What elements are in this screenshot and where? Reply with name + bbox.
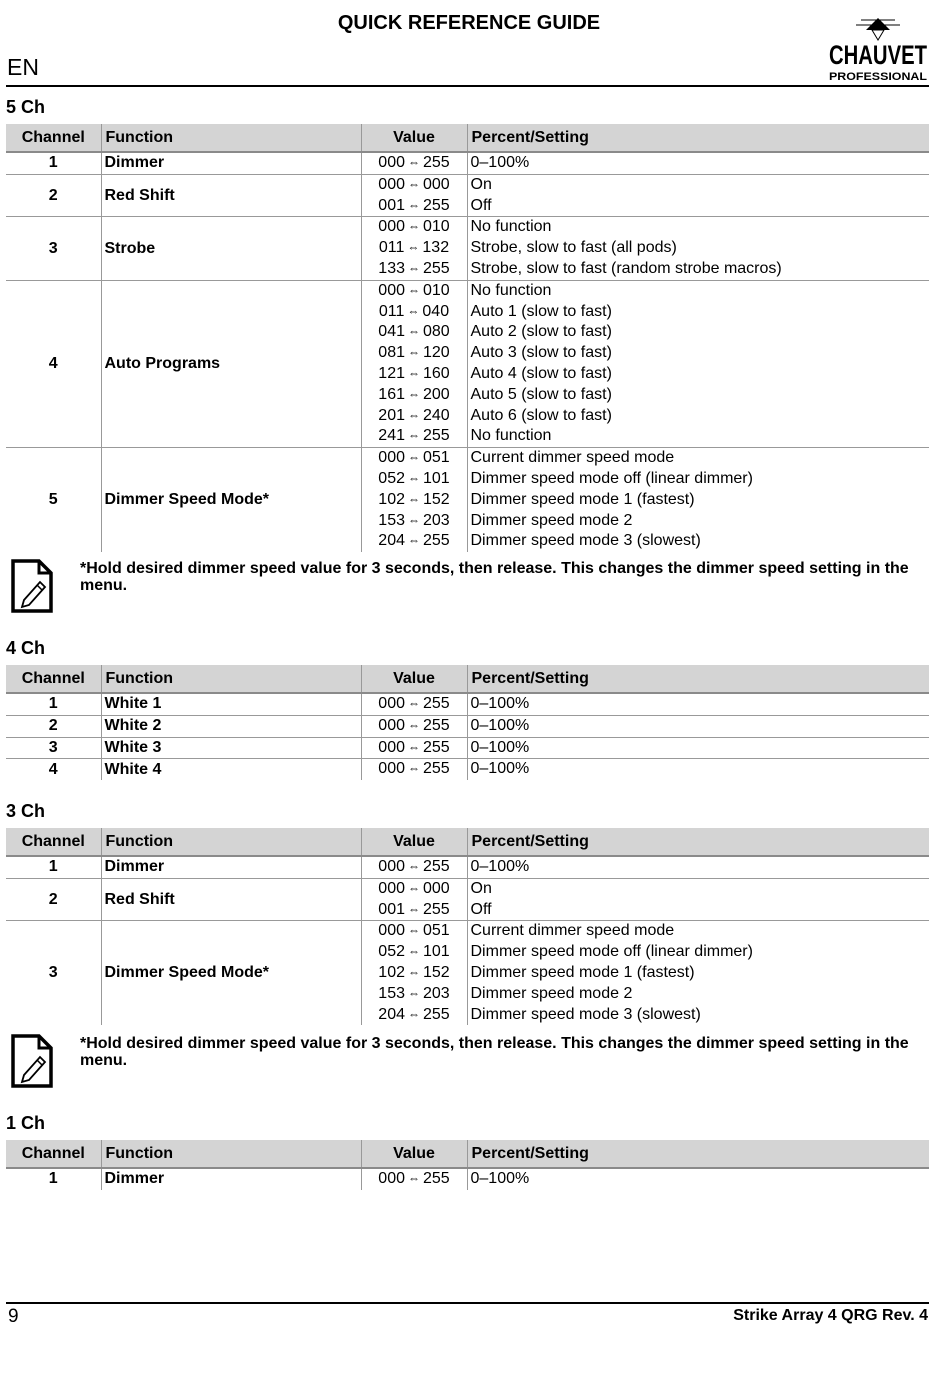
range-arrow-icon: ⇔ (408, 491, 420, 506)
table-row (6, 921, 929, 1025)
function-name: White 2 (101, 715, 361, 737)
value-range (362, 511, 467, 532)
value-range (362, 426, 467, 447)
value-range (362, 694, 467, 715)
range-arrow-icon: ⇔ (408, 512, 420, 527)
range-arrow-icon: ⇔ (408, 197, 420, 212)
range-arrow-icon: ⇔ (408, 901, 420, 916)
range-arrow-icon: ⇔ (408, 386, 420, 401)
value-range (362, 217, 467, 238)
value-range (362, 448, 467, 469)
function-name: White 1 (101, 693, 361, 715)
value-end: 255 (423, 154, 450, 171)
table-row (6, 693, 929, 715)
setting-description: Dimmer speed mode 1 (fastest) (470, 963, 695, 981)
dmx-table-3ch (6, 828, 929, 1025)
value-end: 240 (423, 406, 450, 424)
value-start: 000 (378, 154, 405, 171)
value-range (362, 385, 467, 406)
channel-number: 4 (6, 759, 101, 780)
value-end: 160 (423, 364, 450, 382)
value-end: 255 (423, 532, 450, 550)
range-arrow-icon: ⇔ (408, 324, 420, 339)
header-function: Function (101, 1140, 361, 1168)
setting-description: 0–100% (470, 760, 530, 778)
value-range (362, 364, 467, 385)
dmx-table-5ch (6, 124, 929, 552)
channel-number: 1 (48, 858, 58, 876)
setting-description: Auto 3 (slow to fast) (470, 344, 612, 362)
value-range (362, 322, 467, 343)
page-number: 9 (8, 1306, 19, 1327)
table-row (6, 759, 929, 780)
setting-description: On (470, 175, 492, 193)
value-start: 102 (378, 963, 405, 981)
range-arrow-icon: ⇔ (407, 240, 420, 255)
setting-description: Dimmer speed mode 2 (470, 511, 633, 529)
document-reference: Strike Array 4 QRG Rev. 4 (733, 1307, 928, 1324)
table-row (6, 715, 929, 737)
range-arrow-icon: ⇔ (408, 428, 420, 443)
table-row (6, 856, 929, 878)
value-start: 153 (378, 984, 405, 1002)
table-row (6, 878, 929, 921)
value-end: 255 (423, 900, 450, 918)
range-arrow-icon: ⇔ (408, 470, 420, 485)
value-end: 152 (423, 963, 450, 981)
value-end: 120 (423, 344, 450, 362)
setting-description: No function (470, 427, 552, 445)
table-row (6, 448, 929, 552)
value-range (362, 879, 467, 900)
value-start: 000 (378, 281, 405, 299)
section-title-5ch: 5 Ch (6, 97, 46, 117)
value-start: 000 (378, 922, 405, 940)
value-start: 000 (378, 175, 405, 193)
range-arrow-icon: ⇔ (408, 1171, 420, 1185)
range-arrow-icon: ⇔ (408, 345, 420, 360)
value-start: 000 (378, 858, 405, 875)
range-arrow-icon: ⇔ (408, 985, 420, 1000)
footer-rule (6, 1302, 929, 1304)
channel-number: 1 (48, 695, 58, 713)
value-range (362, 490, 467, 511)
value-range (362, 984, 467, 1005)
setting-description: Dimmer speed mode 3 (slowest) (470, 532, 701, 550)
value-range (362, 238, 467, 259)
channel-number: 4 (6, 280, 101, 447)
range-arrow-icon: ⇔ (408, 859, 420, 873)
value-start: 081 (378, 344, 405, 362)
function-name: Strobe (101, 217, 361, 280)
value-end: 255 (423, 1005, 450, 1023)
logo-sub: PROFESSIONAL (829, 71, 928, 83)
value-range (362, 857, 467, 878)
language-code: EN (7, 54, 39, 80)
value-start: 201 (378, 406, 405, 424)
value-range (362, 738, 467, 759)
value-end: 000 (423, 175, 450, 193)
function-name: Auto Programs (101, 280, 361, 447)
range-arrow-icon: ⇔ (408, 944, 420, 959)
function-name: Dimmer (101, 1168, 361, 1190)
header-function: Function (101, 665, 361, 693)
setting-description: 0–100% (470, 154, 530, 171)
range-arrow-icon: ⇔ (408, 923, 420, 938)
setting-description: 0–100% (470, 1170, 530, 1187)
value-start: 000 (378, 218, 405, 236)
setting-description: Current dimmer speed mode (470, 449, 675, 467)
setting-description: Auto 2 (slow to fast) (470, 323, 612, 341)
value-end: 200 (423, 385, 450, 403)
page-title: QUICK REFERENCE GUIDE (337, 12, 601, 34)
setting-description: Dimmer speed mode off (linear dimmer) (470, 469, 753, 487)
header-value: Value (361, 665, 467, 693)
range-arrow-icon: ⇔ (408, 282, 420, 297)
channel-number: 3 (6, 921, 101, 1025)
value-range (362, 900, 467, 921)
value-start: 052 (378, 943, 405, 961)
setting-description: 0–100% (470, 716, 530, 734)
range-arrow-icon: ⇔ (408, 533, 420, 548)
range-arrow-icon: ⇔ (408, 176, 420, 191)
note-text: *Hold desired dimmer speed value for 3 seconds, then release. This changes the dimmer speed setting in the menu. (80, 1035, 909, 1069)
header-channel: Channel (6, 665, 101, 693)
header-rule (6, 85, 929, 87)
range-arrow-icon: ⇔ (407, 303, 420, 318)
value-end: 080 (423, 323, 450, 341)
value-end: 255 (423, 1170, 450, 1187)
function-name: Red Shift (101, 878, 361, 921)
table-row (6, 217, 929, 280)
header-value: Value (361, 124, 467, 152)
range-arrow-icon: ⇔ (408, 717, 420, 732)
value-range (362, 1169, 467, 1190)
channel-number: 1 (48, 154, 58, 172)
setting-description: On (470, 879, 492, 897)
setting-description: Dimmer speed mode 2 (470, 984, 633, 1002)
setting-description: Dimmer speed mode off (linear dimmer) (470, 943, 753, 961)
value-start: 011 (378, 302, 405, 320)
setting-description: 0–100% (470, 738, 530, 756)
table-row (6, 737, 929, 759)
table-row (6, 280, 929, 447)
header-channel: Channel (6, 1140, 101, 1168)
value-range (362, 406, 467, 427)
function-name: Dimmer Speed Mode* (101, 921, 361, 1025)
channel-number: 1 (48, 1170, 58, 1188)
value-start: 000 (378, 1170, 405, 1187)
value-start: 000 (378, 760, 405, 778)
function-name: Red Shift (101, 174, 361, 217)
range-arrow-icon: ⇔ (408, 155, 420, 169)
range-arrow-icon: ⇔ (408, 219, 420, 234)
header-setting: Percent/Setting (467, 1140, 929, 1168)
range-arrow-icon: ⇔ (408, 365, 420, 380)
value-range (362, 196, 467, 217)
value-range (362, 1005, 467, 1026)
setting-description: No function (470, 218, 552, 236)
value-start: 102 (378, 490, 405, 508)
section-title-4ch: 4 Ch (6, 638, 46, 658)
header-function: Function (101, 124, 361, 152)
range-arrow-icon: ⇔ (408, 880, 420, 895)
range-arrow-icon: ⇔ (408, 964, 420, 979)
setting-description: Auto 4 (slow to fast) (470, 364, 612, 382)
value-range (362, 259, 467, 280)
dmx-table-1ch (6, 1140, 929, 1190)
value-start: 204 (378, 532, 405, 550)
value-start: 001 (378, 196, 405, 214)
setting-description: Auto 5 (slow to fast) (470, 385, 612, 403)
setting-description: Auto 6 (slow to fast) (470, 406, 612, 424)
value-start: 204 (378, 1005, 405, 1023)
value-range (362, 469, 467, 490)
logo-brand: CHAUVET (829, 40, 928, 70)
chauvet-logo (826, 14, 930, 84)
section-title-3ch: 3 Ch (6, 801, 46, 821)
range-arrow-icon: ⇔ (408, 696, 420, 710)
value-end: 152 (423, 490, 450, 508)
value-range (362, 281, 467, 302)
value-start: 241 (378, 427, 405, 445)
value-end: 010 (423, 218, 450, 236)
header-value: Value (361, 828, 467, 856)
note-pencil-icon (10, 558, 54, 614)
table-row (6, 152, 929, 174)
value-range (362, 153, 467, 174)
function-name: Dimmer (101, 856, 361, 878)
value-end: 255 (423, 716, 450, 734)
value-start: 000 (378, 879, 405, 897)
header-channel: Channel (6, 124, 101, 152)
range-arrow-icon: ⇔ (408, 1006, 420, 1021)
setting-description: 0–100% (470, 695, 530, 712)
table-row (6, 1168, 929, 1190)
value-start: 000 (378, 716, 405, 734)
value-end: 255 (423, 196, 450, 214)
setting-description: Dimmer speed mode 3 (slowest) (470, 1005, 701, 1023)
value-end: 101 (423, 943, 450, 961)
range-arrow-icon: ⇔ (408, 260, 420, 275)
channel-number: 3 (6, 737, 101, 759)
value-start: 001 (378, 900, 405, 918)
value-end: 051 (423, 922, 450, 940)
value-range (362, 302, 467, 323)
value-end: 255 (423, 695, 450, 712)
value-range (362, 343, 467, 364)
value-end: 010 (423, 281, 450, 299)
value-start: 052 (378, 469, 405, 487)
value-range (362, 716, 467, 737)
value-start: 000 (378, 695, 405, 712)
range-arrow-icon: ⇔ (408, 407, 420, 422)
value-start: 133 (378, 259, 405, 277)
value-start: 000 (378, 449, 405, 467)
dmx-table-4ch (6, 665, 929, 780)
value-end: 132 (422, 239, 450, 257)
function-name: Dimmer (101, 152, 361, 174)
value-end: 040 (422, 302, 450, 320)
header-value: Value (361, 1140, 467, 1168)
setting-description: Strobe, slow to fast (all pods) (470, 239, 677, 257)
value-end: 255 (423, 259, 450, 277)
setting-description: Off (470, 900, 492, 918)
setting-description: Current dimmer speed mode (470, 922, 675, 940)
value-start: 011 (378, 239, 405, 257)
value-end: 255 (423, 858, 450, 875)
range-arrow-icon: ⇔ (408, 761, 420, 776)
channel-number: 3 (6, 217, 101, 280)
value-range (362, 531, 467, 552)
channel-number: 5 (6, 448, 101, 552)
setting-description: Off (470, 196, 492, 214)
value-start: 121 (378, 364, 405, 382)
range-arrow-icon: ⇔ (408, 739, 420, 754)
table-row (6, 174, 929, 217)
value-end: 101 (423, 469, 450, 487)
header-function: Function (101, 828, 361, 856)
channel-number: 2 (6, 878, 101, 921)
value-end: 000 (423, 879, 450, 897)
value-range (362, 759, 467, 780)
function-name: White 3 (101, 737, 361, 759)
value-start: 161 (378, 385, 405, 403)
section-title-1ch: 1 Ch (6, 1113, 46, 1133)
value-range (362, 963, 467, 984)
function-name: White 4 (101, 759, 361, 780)
value-end: 203 (423, 984, 450, 1002)
value-end: 051 (423, 449, 450, 467)
setting-description: No function (470, 281, 552, 299)
value-start: 153 (378, 511, 405, 529)
header-channel: Channel (6, 828, 101, 856)
function-name: Dimmer Speed Mode* (101, 448, 361, 552)
range-arrow-icon: ⇔ (408, 450, 420, 465)
note-text: *Hold desired dimmer speed value for 3 seconds, then release. This changes the dimmer speed setting in the menu. (80, 560, 909, 594)
value-end: 255 (423, 427, 450, 445)
header-setting: Percent/Setting (467, 828, 929, 856)
value-end: 255 (423, 760, 450, 778)
header-setting: Percent/Setting (467, 665, 929, 693)
note-pencil-icon (10, 1033, 54, 1089)
setting-description: Strobe, slow to fast (random strobe macros) (470, 259, 782, 277)
value-end: 203 (423, 511, 450, 529)
value-start: 000 (378, 738, 405, 756)
channel-number: 2 (6, 715, 101, 737)
setting-description: Dimmer speed mode 1 (fastest) (470, 490, 695, 508)
value-range (362, 921, 467, 942)
value-range (362, 175, 467, 196)
header-setting: Percent/Setting (467, 124, 929, 152)
value-start: 041 (378, 323, 405, 341)
setting-description: 0–100% (470, 858, 530, 875)
channel-number: 2 (6, 174, 101, 217)
setting-description: Auto 1 (slow to fast) (470, 302, 612, 320)
value-range (362, 942, 467, 963)
value-end: 255 (423, 738, 450, 756)
